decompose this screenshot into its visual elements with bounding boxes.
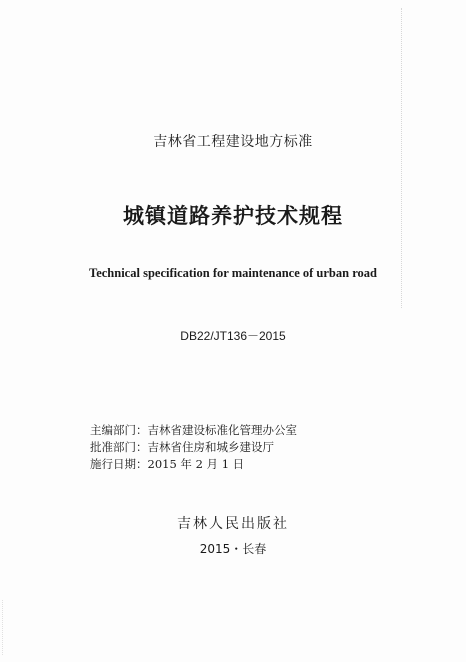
document-title-english: Technical specification for maintenance of urban road — [89, 266, 377, 280]
margin-rule — [400, 8, 402, 308]
publication-year-place: 2015・长春 — [199, 542, 267, 556]
standard-code: DB22/JT136－2015 — [180, 329, 286, 343]
publisher-name: 吉林人民出版社 — [177, 516, 289, 532]
scan-speckle — [2, 600, 7, 655]
effective-date: 施行日期：2015 年 2 月 1 日 — [90, 457, 245, 471]
approving-department: 批准部门：吉林省住房和城乡建设厅 — [90, 440, 274, 454]
document-title-chinese: 城镇道路养护技术规程 — [123, 204, 343, 228]
publication-info — [90, 422, 297, 473]
editor-department: 主编部门：吉林省建设标准化管理办公室 — [90, 423, 297, 437]
series-title: 吉林省工程建设地方标准 — [153, 134, 313, 150]
